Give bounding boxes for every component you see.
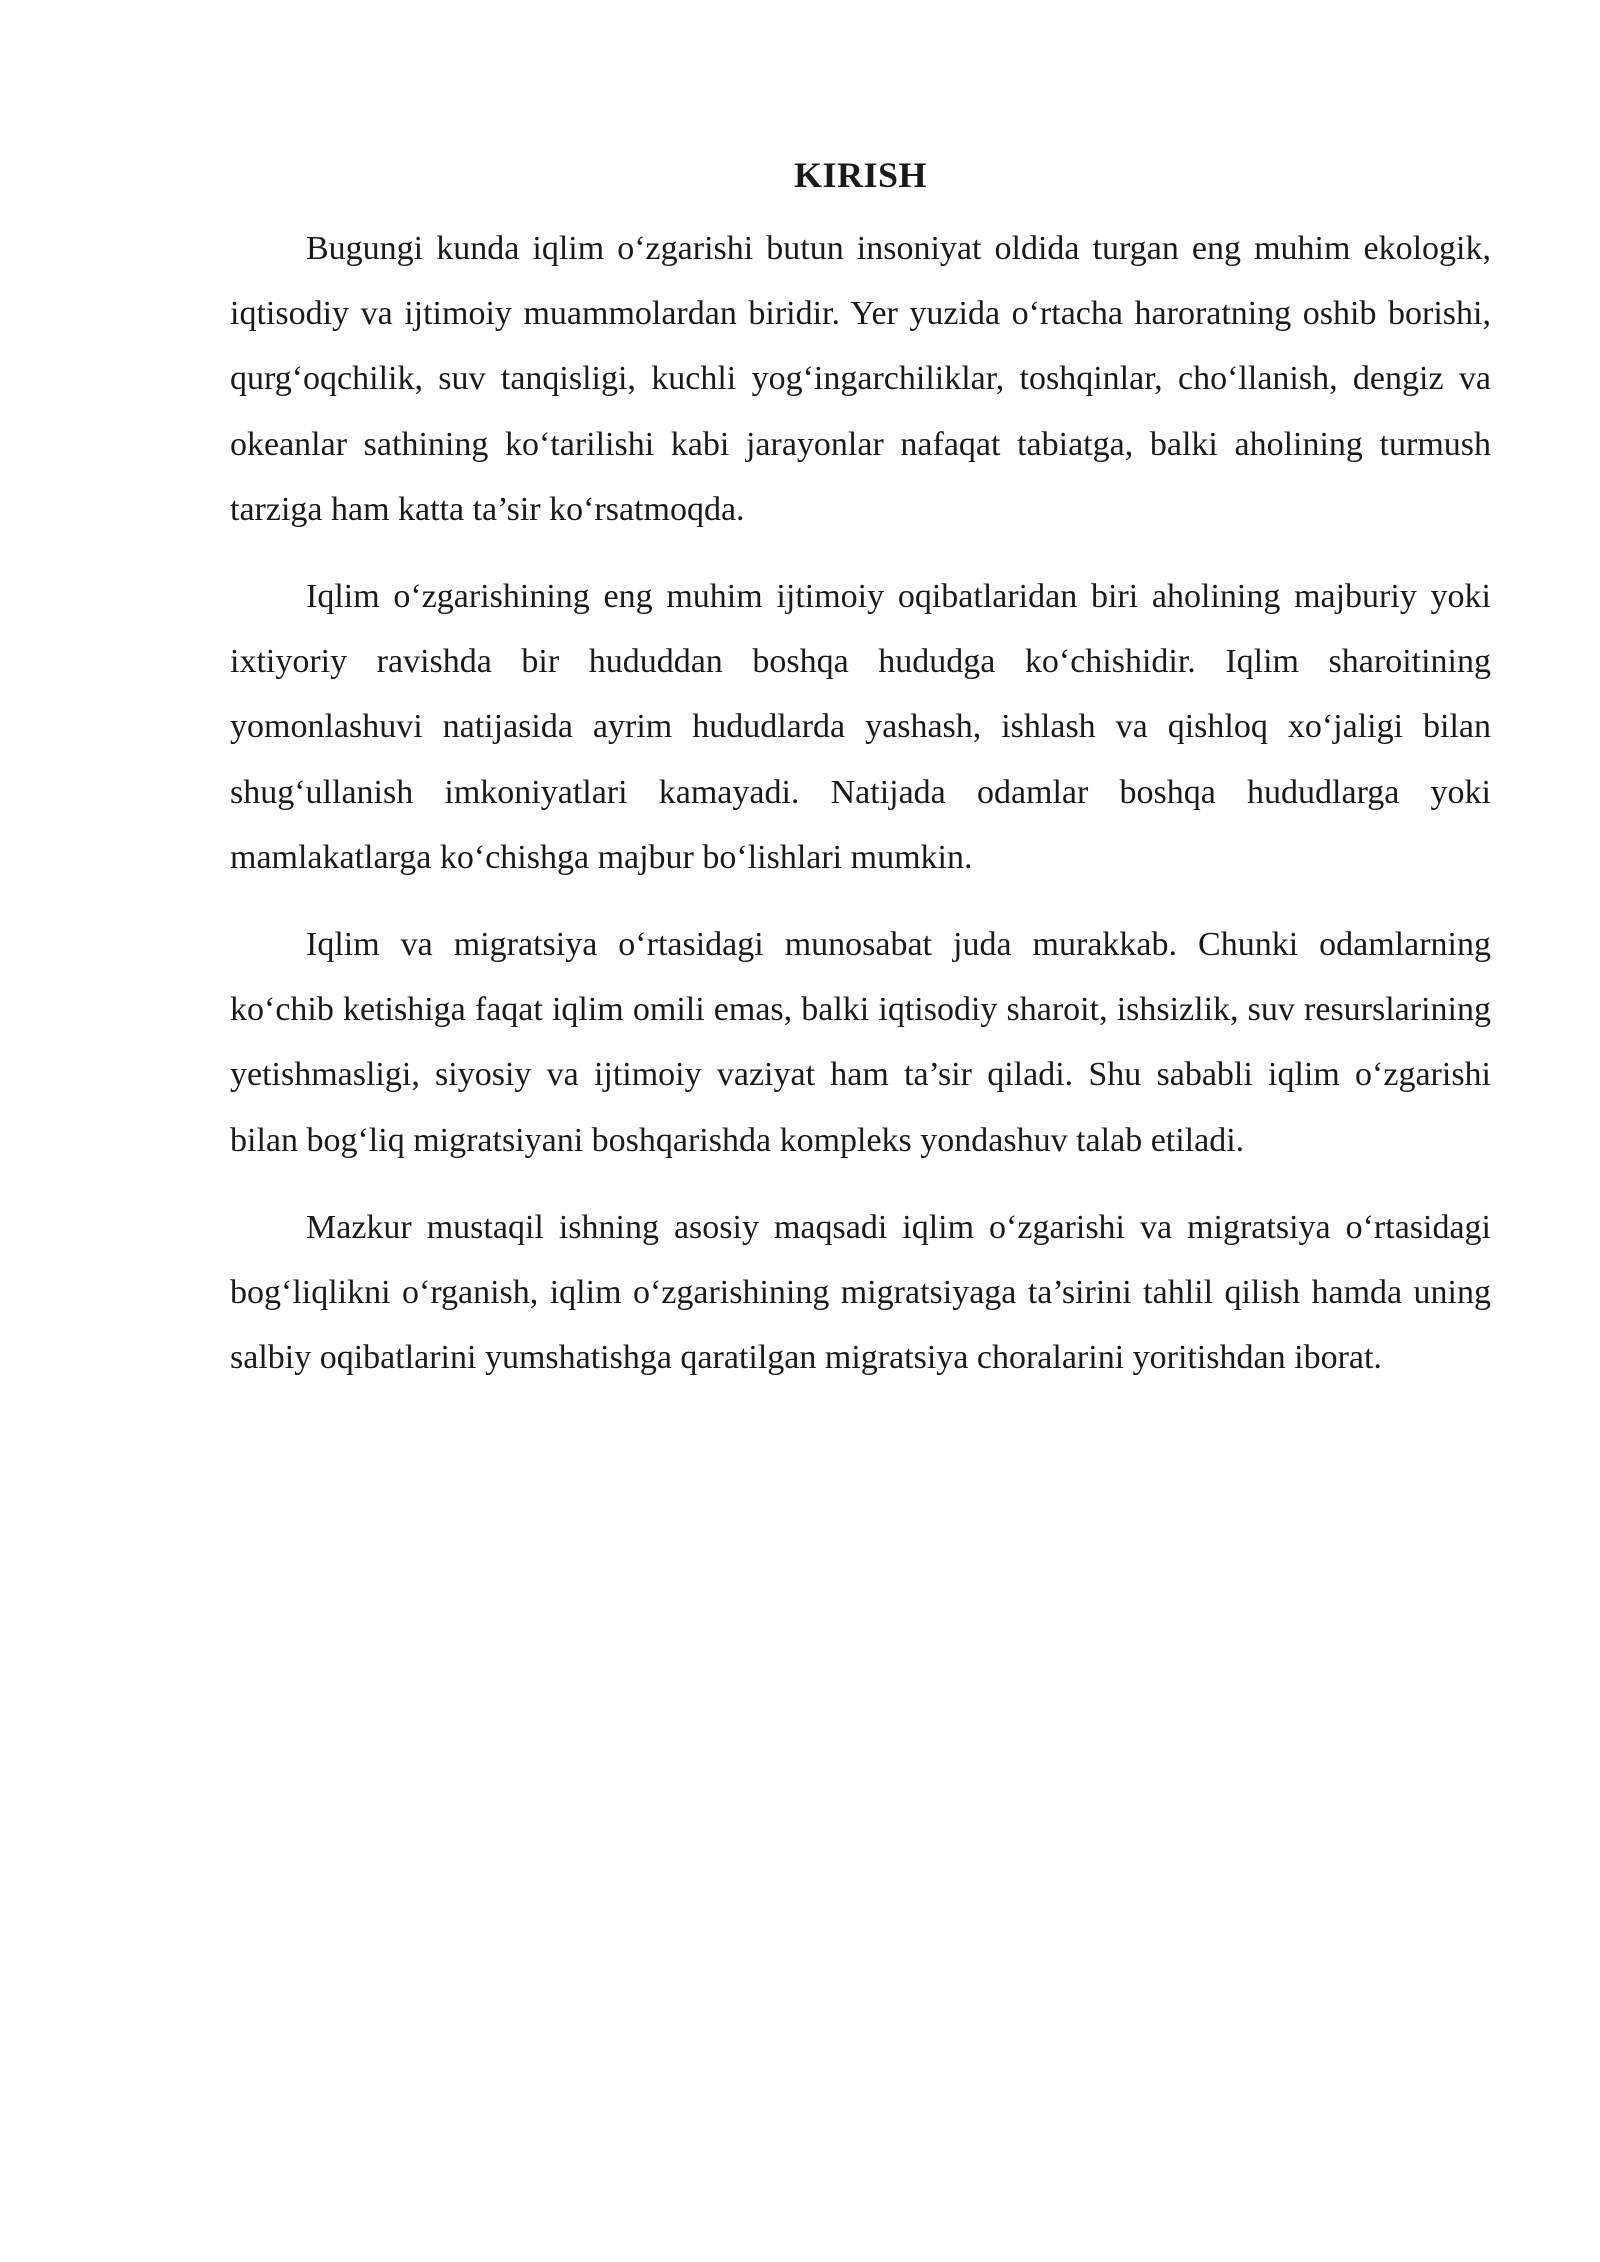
- paragraph-2: Iqlim o‘zgarishining eng muhim ijtimoiy oqibatlaridan biri aholining majburiy yoki ixtiyoriy ravishda bir hududdan boshqa hududga ko‘chishidir. Iqlim sharoitining yomonlashuvi natijasida ayrim hududlarda yashash, ishlash va qishloq xo‘jaligi bilan shug‘ullanish imkoniyatlari kamayadi. Natijada odamlar boshqa hududlarga yoki mamlakatlarga ko‘chishga majbur bo‘lishlari mumkin.: [230, 578, 1491, 876]
- paragraph-4: Mazkur mustaqil ishning asosiy maqsadi iqlim o‘zgarishi va migratsiya o‘rtasidagi bog‘liqlikni o‘rganish, iqlim o‘zgarishining migratsiyaga ta’sirini tahlil qilish hamda uning salbiy oqibatlarini yumshatishga qaratilgan migratsiya choralarini yoritishdan iborat.: [230, 1208, 1491, 1377]
- paragraph-3: Iqlim va migratsiya o‘rtasidagi munosabat juda murakkab. Chunki odamlarning ko‘chib ketishiga faqat iqlim omili emas, balki iqtisodiy sharoit, ishsizlik, suv resurslarining yetishmasligi, siyosiy va ijtimoiy vaziyat ham ta’sir qiladi. Shu sababli iqlim o‘zgarishi bilan bog‘liq migratsiyani boshqarishda kompleks yondashuv talab etiladi.: [230, 926, 1491, 1159]
- page-content: [230, 148, 1491, 1412]
- section-title: KIRISH: [793, 155, 928, 195]
- paragraph-1: Bugungi kunda iqlim o‘zgarishi butun insoniyat oldida turgan eng muhim ekologik, iqtisodiy va ijtimoiy muammolardan biridir. Yer yuzida o‘rtacha haroratning oshib borishi, qurg‘oqchilik, suv tanqisligi, kuchli yog‘ingarchiliklar, toshqinlar, cho‘llanish, dengiz va okeanlar sathining ko‘tarilishi kabi jarayonlar nafaqat tabiatga, balki aholining turmush tarziga ham katta ta’sir ko‘rsatmoqda.: [230, 230, 1491, 528]
